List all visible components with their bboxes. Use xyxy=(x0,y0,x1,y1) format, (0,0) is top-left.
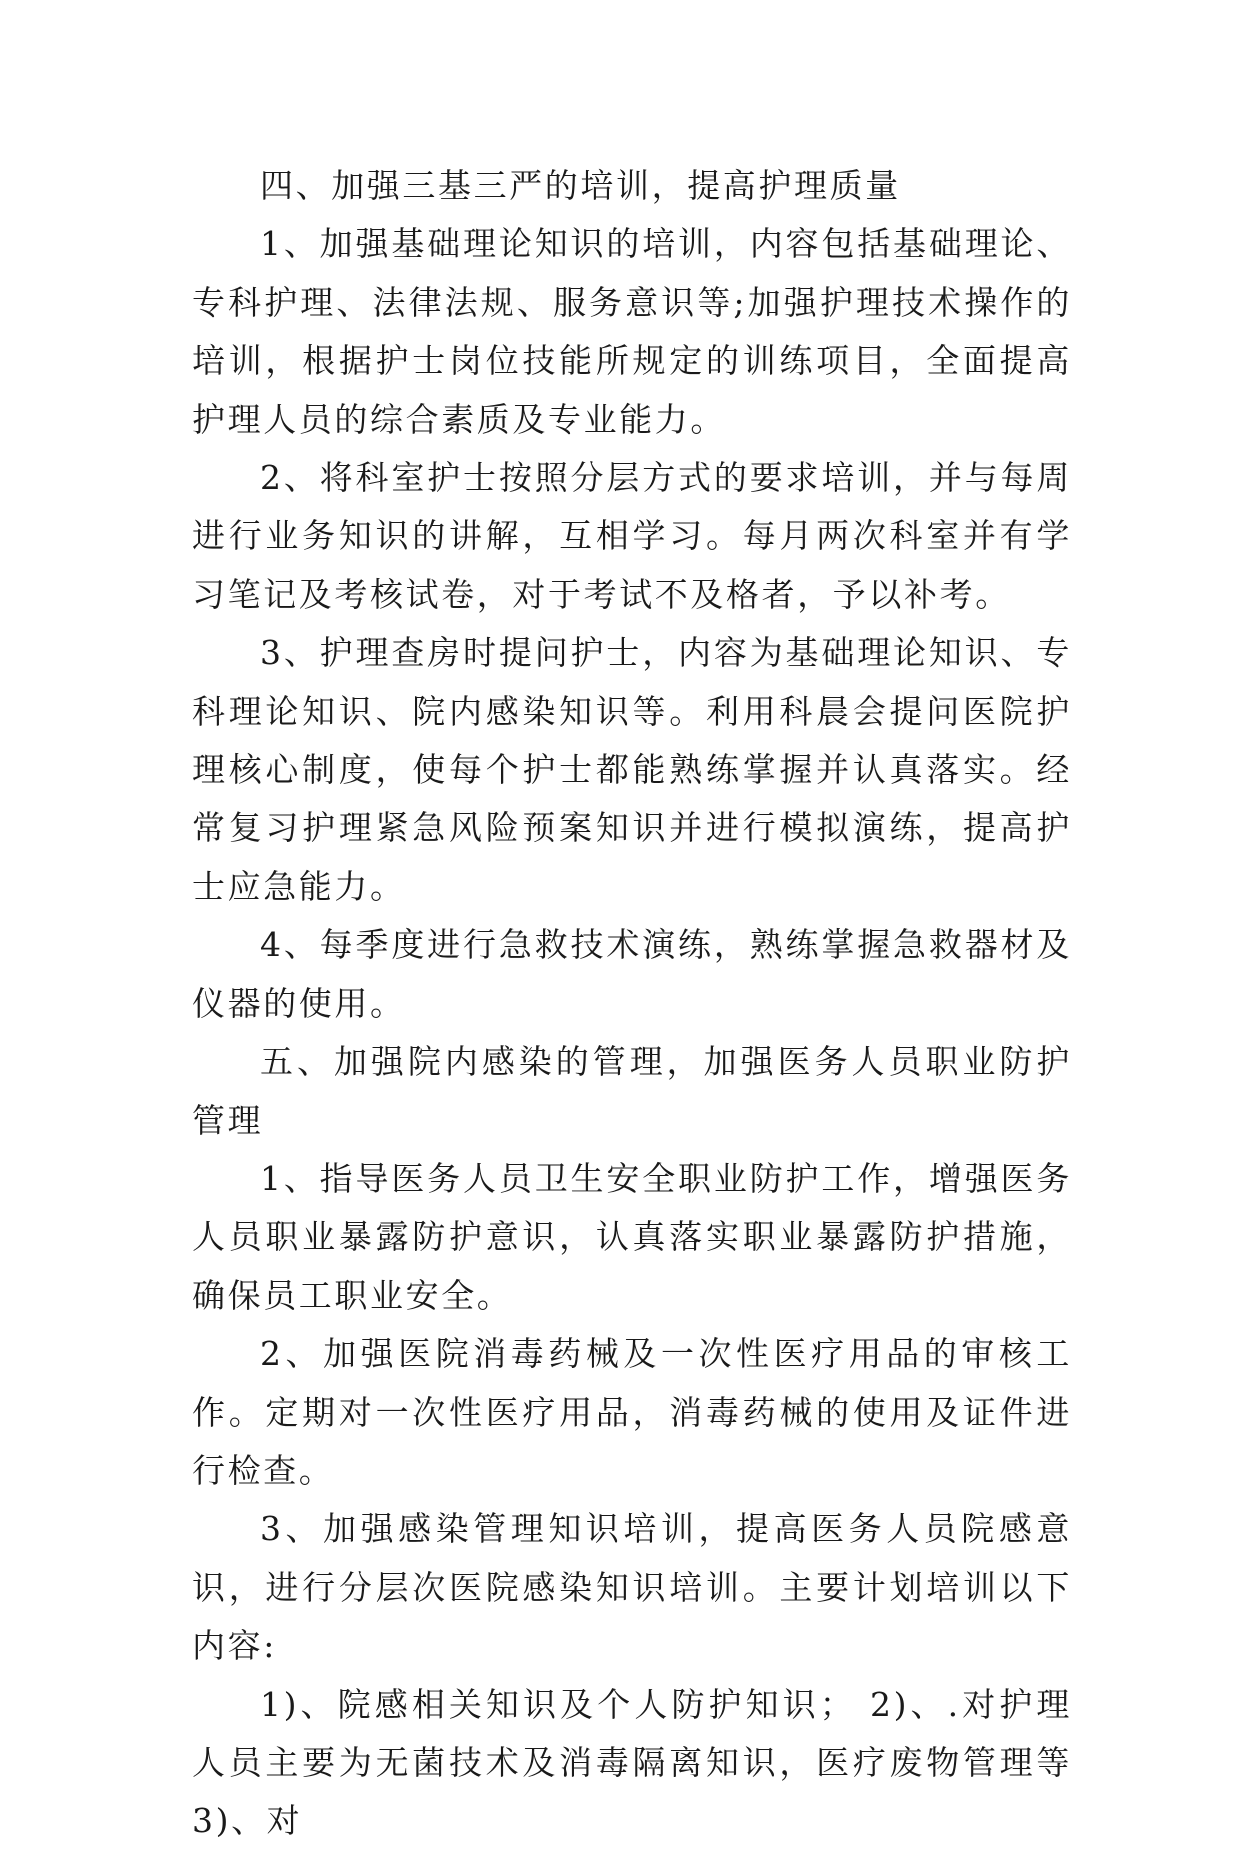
paragraph-5-3-list: 1)、院感相关知识及个人防护知识； 2)、.对护理人员主要为无菌技术及消毒隔离知识，医疗废物管理等 3)、对 xyxy=(192,1684,1072,1841)
document-body xyxy=(192,157,1072,1851)
section-heading-five: 五、加强院内感染的管理，加强医务人员职业防护管理 xyxy=(192,1042,1072,1140)
paragraph-4-1: 1、加强基础理论知识的培训，内容包括基础理论、专科护理、法律法规、服务意识等;加强护理技术操作的培训，根据护士岗位技能所规定的训练项目，全面提高护理人员的综合素质及专业能力。 xyxy=(192,224,1072,439)
paragraph-4-2: 2、将科室护士按照分层方式的要求培训，并与每周进行业务知识的讲解，互相学习。每月两次科室并有学习笔记及考核试卷，对于考试不及格者，予以补考。 xyxy=(192,458,1072,614)
paragraph-4-4: 4、每季度进行急救技术演练，熟练掌握急救器材及仪器的使用。 xyxy=(192,925,1072,1023)
paragraph-5-2: 2、加强医院消毒药械及一次性医疗用品的审核工作。定期对一次性医疗用品，消毒药械的使用及证件进行检查。 xyxy=(192,1334,1072,1490)
paragraph-5-3: 3、加强感染管理知识培训，提高医务人员院感意识，进行分层次医院感染知识培训。主要计划培训以下内容: xyxy=(192,1509,1072,1666)
section-heading-four: 四、加强三基三严的培训，提高护理质量 xyxy=(260,166,901,205)
paragraph-5-1: 1、指导医务人员卫生安全职业防护工作，增强医务人员职业暴露防护意识，认真落实职业暴露防护措施，确保员工职业安全。 xyxy=(192,1158,1072,1315)
paragraph-4-3: 3、护理查房时提问护士，内容为基础理论知识、专科理论知识、院内感染知识等。利用科晨会提问医院护理核心制度，使每个护士都能熟练掌握并认真落实。经常复习护理紧急风险预案知识并进行模拟演练，提高护士应急能力。 xyxy=(192,633,1072,906)
